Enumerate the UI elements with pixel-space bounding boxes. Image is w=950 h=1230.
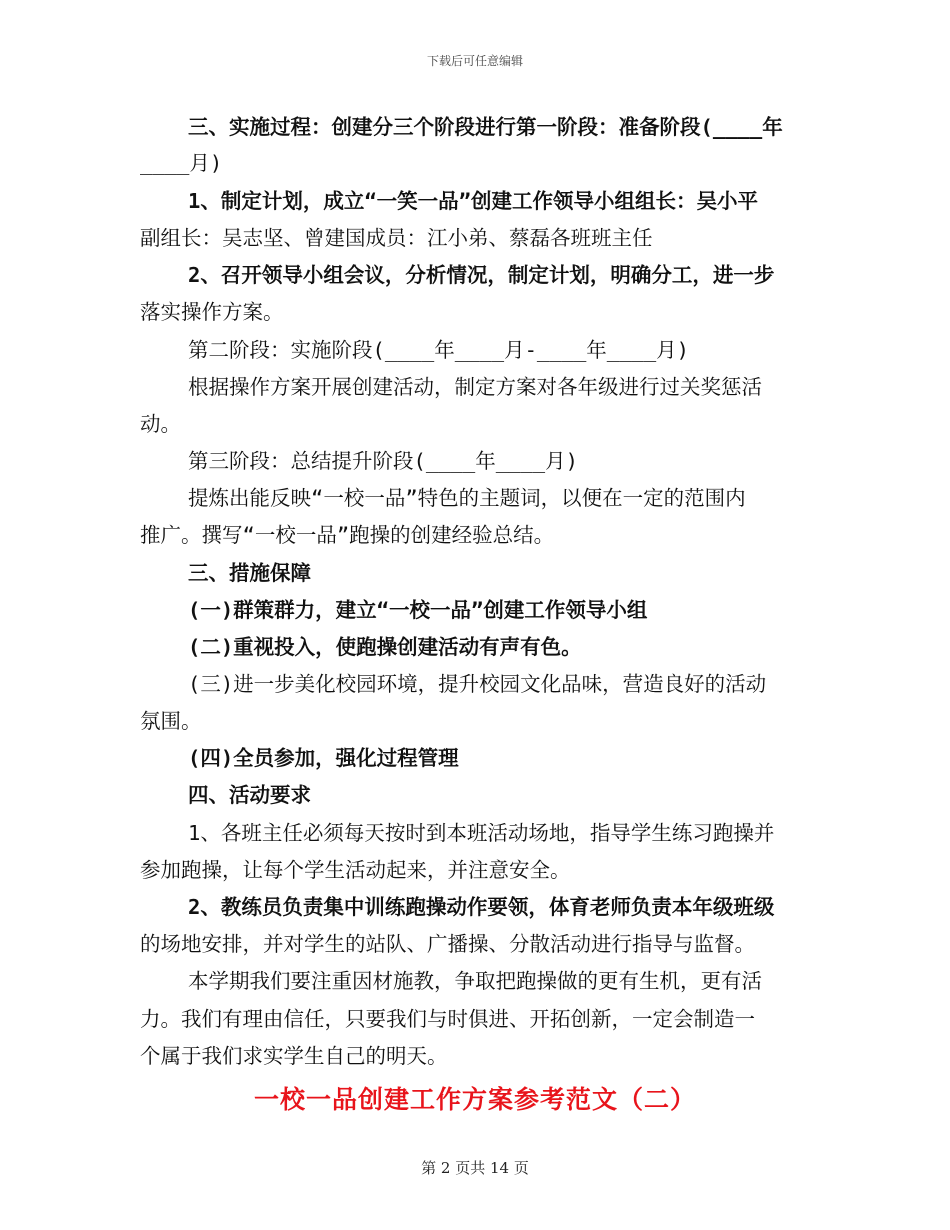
text-line: 动。: [140, 412, 181, 436]
text-line: (四)全员参加，强化过程管理: [188, 746, 459, 770]
text-line: 1、各班主任必须每天按时到本班活动场地，指导学生练习跑操并: [188, 821, 775, 845]
text-line: 2、教练员负责集中训练跑操动作要领，体育老师负责本年级班级: [188, 895, 775, 919]
text-line: 第三阶段：总结提升阶段(____年____月): [188, 449, 578, 473]
text-line: (一)群策群力，建立“一校一品”创建工作领导小组: [188, 598, 648, 622]
section-heading: 三、措施保障: [188, 561, 311, 585]
text-line: 力。我们有理由信任，只要我们与时俱进、开拓创新，一定会制造一: [140, 1007, 755, 1031]
text-line: 提炼出能反映“一校一品”特色的主题词，以便在一定的范围内: [188, 486, 746, 510]
text-line: 推广。撰写“一校一品”跑操的创建经验总结。: [140, 523, 555, 547]
text-line: 氛围。: [140, 709, 202, 733]
text-line: (二)重视投入，使跑操创建活动有声有色。: [188, 635, 582, 659]
page-header: 下载后可任意编辑: [426, 54, 523, 68]
section-heading: 四、活动要求: [188, 783, 311, 807]
section-title: 一校一品创建工作方案参考范文（二）: [253, 1085, 696, 1114]
text-line: 根据操作方案开展创建活动，制定方案对各年级进行过关奖惩活: [188, 375, 762, 399]
text-line: ____月): [140, 151, 223, 175]
text-line: 1、制定计划，成立“一笑一品”创建工作领导小组组长：吴小平: [188, 189, 759, 213]
text-line: 三、实施过程：创建分三个阶段进行第一阶段：准备阶段(____年: [188, 115, 783, 139]
text-line: 2、召开领导小组会议，分析情况，制定计划，明确分工，进一步: [188, 263, 775, 287]
text-line: 副组长：吴志坚、曾建国成员：江小弟、蔡磊各班班主任: [140, 226, 653, 250]
page-footer: 第 2 页共 14 页: [421, 1159, 529, 1177]
text-line: 本学期我们要注重因材施教，争取把跑操做的更有生机，更有活: [188, 969, 762, 993]
text-line: 的场地安排，并对学生的站队、广播操、分散活动进行指导与监督。: [140, 932, 755, 956]
text-line: 第二阶段：实施阶段(____年____月-____年____月): [188, 338, 689, 362]
text-line: 个属于我们求实学生自己的明天。: [140, 1044, 448, 1068]
text-line: (三)进一步美化校园环境，提升校园文化品味，营造良好的活动: [188, 672, 767, 696]
text-line: 参加跑操，让每个学生活动起来，并注意安全。: [140, 858, 571, 882]
text-line: 落实操作方案。: [140, 300, 284, 324]
